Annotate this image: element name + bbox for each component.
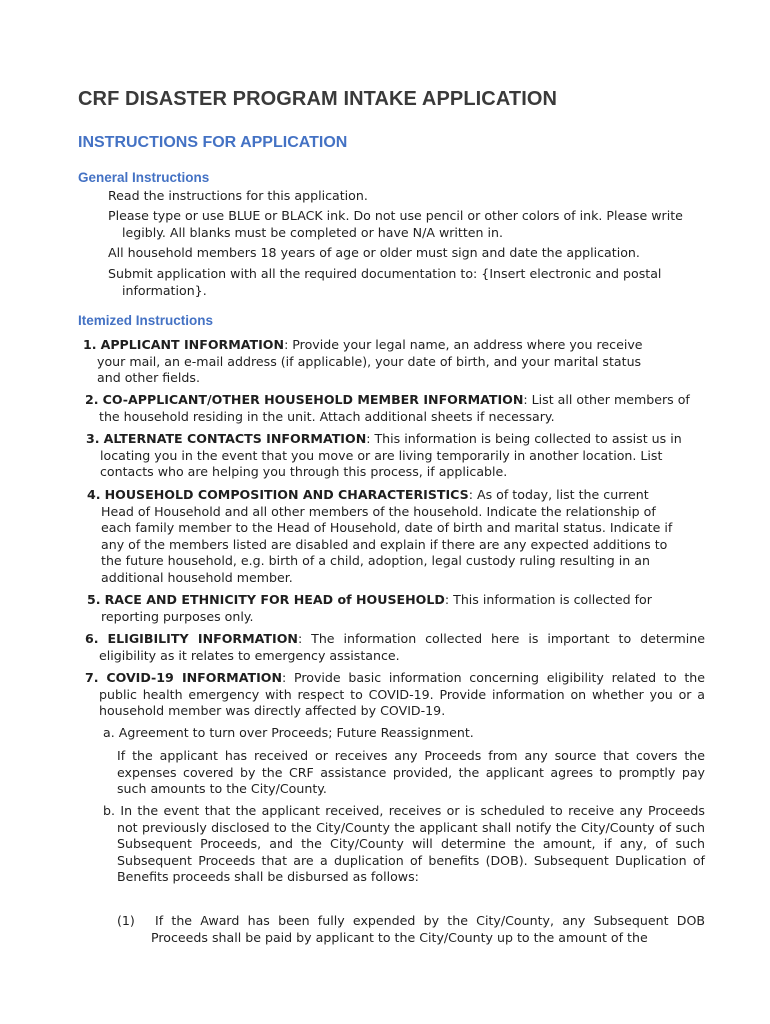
item-label: ALTERNATE CONTACTS INFORMATION [103,431,367,446]
subsection-1-text: If the Award has been fully expended by the City/County, any Subsequent DOB Proceeds shall be paid by applicant to the City/County up to the amount of the [151,913,705,945]
subsection-b-text: b. In the event that the applicant received, receives or is scheduled to receive any Proceeds not previously disclosed to the City/County the applicant shall notify the City/County of such Subsequent Proceeds, and the City/County will determine the amount, if any, of such Subsequent Proceeds that are a duplication of benefits (DOB). Subsequent Duplication of Benefits proceeds shall be disbursed as follows: [103,803,705,885]
item-number: 5. [87,592,101,607]
item-label: RACE AND ETHNICITY FOR HEAD of HOUSEHOLD [104,592,445,607]
itemized-item-1 [83,337,667,387]
general-instructions-heading: General Instructions [78,170,210,185]
section-title: INSTRUCTIONS FOR APPLICATION [78,134,348,151]
item-label: CO-APPLICANT/OTHER HOUSEHOLD MEMBER INFORMATION [102,392,524,407]
item-text: : Provide your legal name, an address where you receive your mail, an e-mail address (if applicable), your date of birth, and your marital status and other fields. [97,337,643,386]
item-text: : This information is collected for reporting purposes only. [101,592,652,624]
item-label: COVID-19 INFORMATION [106,670,282,685]
item-text: : The information collected here is important to determine eligibility as it relates to emergency assistance. [99,631,705,663]
itemized-item-2 [85,392,699,425]
item-label: APPLICANT INFORMATION [100,337,285,352]
general-item-4: Submit application with all the required documentation to: {Insert electronic and postal information}. [108,266,662,298]
item-number: 6. [85,631,99,646]
general-item-1: Read the instructions for this application. [108,188,368,203]
itemized-item-3 [86,431,705,481]
subsection-a-text: If the applicant has received or receives any Proceeds from any source that covers the expenses covered by the CRF assistance provided, the applicant agrees to promptly pay such amounts to the City/County. [117,748,705,797]
itemized-item-5 [87,592,701,625]
item-text: : Provide basic information concerning eligibility related to the public health emergency with respect to COVID-19. Provide information on whether you or a household member was directly affected by COVID-19. [99,670,705,719]
item-text: : As of today, list the current Head of Household and all other members of the household. Indicate the relationship of each family member to the Head of Household, date of birth and marital status. Indicate if any of the members listed are disabled and explain if there are any expected additions to the future household, e.g. birth of a child, adoption, legal custody ruling resulting in an additional household member. [101,487,673,585]
item-text: : This information is being collected to assist us in locating you in the event that you move or are living temporarily in another location. List contacts who are helping you through this process, if applicable. [100,431,682,480]
item-number: 3. [86,431,100,446]
item-number: 2. [85,392,99,407]
page-title: CRF DISASTER PROGRAM INTAKE APPLICATION [78,88,558,110]
item-number: 7. [85,670,99,685]
subsection-a-heading: a. Agreement to turn over Proceeds; Future Reassignment. [103,725,474,740]
item-label: HOUSEHOLD COMPOSITION AND CHARACTERISTICS [104,487,469,502]
general-item-2: Please type or use BLUE or BLACK ink. Do not use pencil or other colors of ink. Please write legibly. All blanks must be completed or have N/A written in. [108,208,683,240]
item-number: 1. [83,337,97,352]
subsection-1-number: (1) [117,913,135,928]
itemized-instructions-heading: Itemized Instructions [78,313,214,328]
itemized-item-7 [85,670,705,720]
itemized-item-6 [85,631,705,664]
itemized-item-4 [87,487,681,587]
item-text: : List all other members of the household residing in the unit. Attach additional sheets if necessary. [99,392,690,424]
item-label: ELIGIBILITY INFORMATION [107,631,298,646]
general-item-3: All household members 18 years of age or older must sign and date the application. [108,245,640,260]
item-number: 4. [87,487,101,502]
